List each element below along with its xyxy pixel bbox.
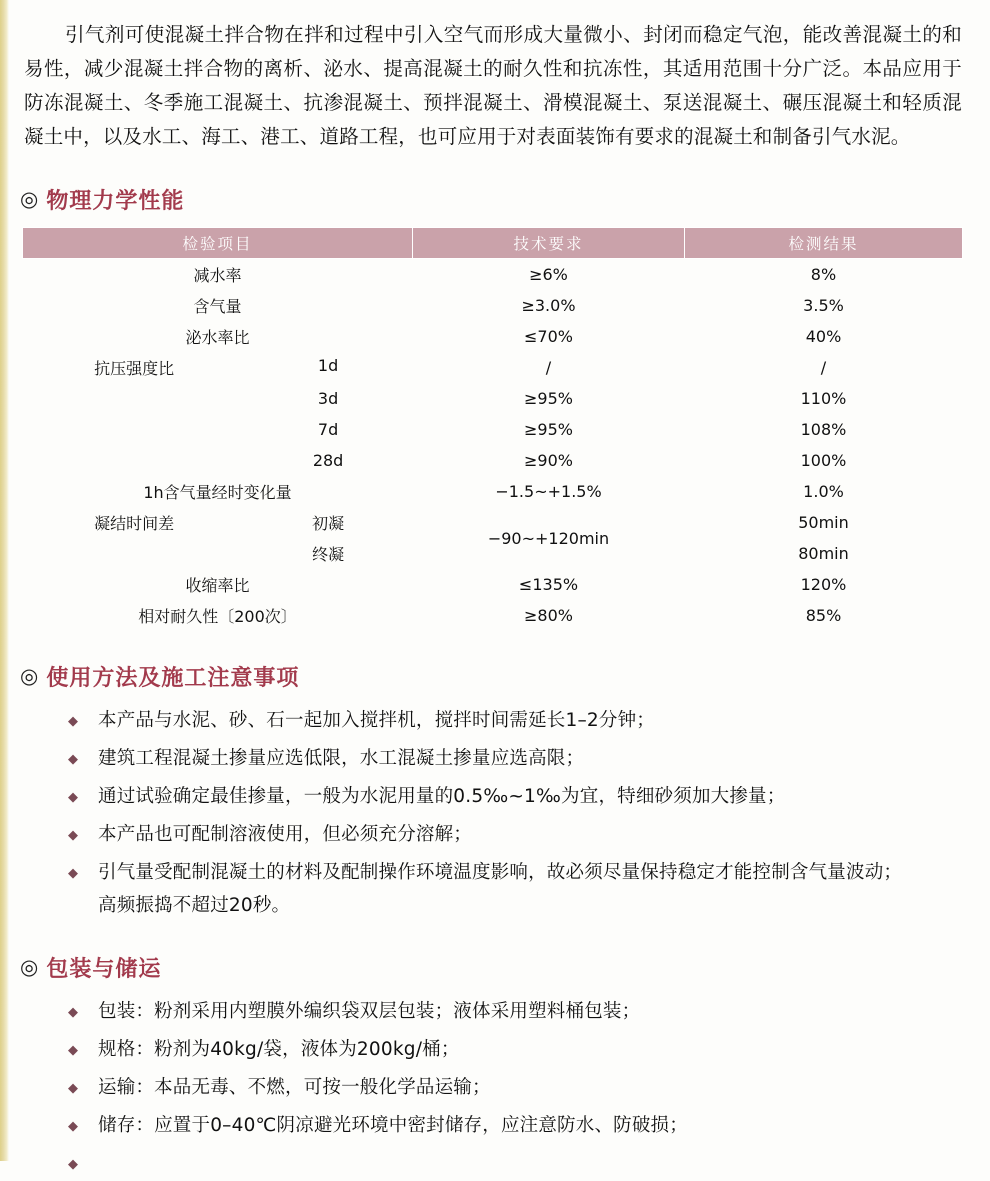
scan-edge [0,0,9,1161]
section-title-physical: 物理力学性能 [46,189,185,214]
cell-result: 110% [800,389,847,408]
table-row [23,290,963,321]
cell-subitem: 7d [317,420,339,439]
table-header-item: 检验项目 [23,228,413,259]
diamond-bullet-icon: ◆ [68,828,79,843]
cell-requirement-setting: −90~+120min [487,528,610,548]
list-item-text-line2: 高频振捣不超过20秒。 [98,895,291,916]
cell-result: 1.0% [803,482,844,501]
table-row [23,445,963,476]
cell-subitem: 28d [312,451,344,470]
cell-requirement: / [545,358,552,377]
list-item-text: 规格：粉剂为40kg/袋，液体为200kg/桶； [98,1039,460,1060]
cell-requirement: ≥3.0% [521,296,576,315]
cell-item: 1h含气量经时变化量 [143,483,292,502]
intro-paragraph: 引气剂可使混凝土拌合物在拌和过程中引入空气而形成大量微小、封闭而稳定气泡，能改善混凝土的和易性，减少混凝土拌合物的离析、泌水、提高混凝土的耐久性和抗冻性，其适用范围十分广泛。本品应用于防冻混凝土、冬季施工混凝土、抗渗混凝土、预拌混凝土、滑模混凝土、泵送混凝土、碾压混凝土和轻质混凝土中，以及水工、海工、港工、道路工程，也可应用于对表面装饰有要求的混凝土和制备引气水泥。 [24,23,962,148]
table-row [23,476,963,507]
diamond-bullet-icon: ◆ [68,1081,79,1096]
cell-item-group-setting [23,507,413,538]
list-item [68,780,966,813]
list-item [68,742,966,775]
list-item [68,1033,966,1066]
section-title-packing: 包装与储运 [46,957,162,982]
cell-result: 120% [800,575,847,594]
list-item-text: 本产品与水泥、砂、石一起加入搅拌机，搅拌时间需延长1–2分钟； [98,710,655,731]
list-item-text: 建筑工程混凝土掺量应选低限，水工混凝土掺量应选高限； [98,748,585,769]
cell-group-label-empty [24,542,245,565]
section-heading-physical [20,184,966,215]
cell-result: 100% [800,451,847,470]
cell-result: 8% [810,265,837,284]
cell-result: 3.5% [803,296,844,315]
cell-item: 收缩率比 [185,576,250,595]
diamond-bullet-icon: ◆ [68,1043,79,1058]
list-item [68,995,966,1028]
cell-subitem: 1d [317,356,339,375]
list-item [68,856,966,922]
list-item-text: 包装：粉剂采用内塑膜外编织袋双层包装；液体采用塑料桶包装； [98,1001,641,1022]
list-item [68,704,966,737]
cell-requirement: ≥80% [524,606,573,625]
cell-group-label-strength-repeat [24,420,245,439]
cell-requirement: ≥95% [524,389,573,408]
list-item-text: 运输：本品无毒、不燃，可按一般化学品运输； [98,1077,491,1098]
table-header-result: 检测结果 [685,228,963,259]
list-item-text: 引气量受配制混凝土的材料及配制操作环境温度影响，故必须尽量保持稳定才能控制含气量波动； [98,862,903,883]
bottom-spacer [18,1147,966,1161]
cell-subitem: 3d [317,389,339,408]
list-item-text: 本产品也可配制溶液使用，但必须充分溶解； [98,824,473,845]
diamond-bullet-icon: ◆ [68,714,79,729]
table-row [23,383,963,414]
cell-group-label-empty [24,389,245,408]
cell-subitem: 初凝 [312,514,345,533]
diamond-bullet-icon: ◆ [68,1005,79,1020]
list-item-text: 储存：应置于0–40℃阴凉避光环境中密封储存，应注意防水、防破损； [98,1115,688,1136]
section-heading-usage [20,661,966,692]
circle-marker-icon: ◎ [20,664,39,688]
cell-item [23,538,413,569]
diamond-bullet-icon: ◆ [68,1157,79,1172]
table-row [23,321,963,352]
circle-marker-icon: ◎ [20,187,39,211]
list-item [68,818,966,851]
diamond-bullet-icon: ◆ [68,866,79,881]
cell-requirement: ≥95% [524,420,573,439]
cell-item: 泌水率比 [185,328,250,347]
cell-result: 108% [800,420,847,439]
cell-item [23,414,413,445]
section-heading-packing [20,952,966,983]
spec-table [22,227,963,631]
table-header-row [23,228,963,259]
table-row [23,259,963,291]
table-row [23,569,963,600]
list-item [68,1071,966,1104]
table-row [23,414,963,445]
cell-item: 相对耐久性〔200次〕 [138,607,297,626]
table-header-requirement: 技术要求 [413,228,685,259]
usage-list [18,704,966,922]
cell-result: 50min [798,513,849,532]
table-row [23,352,963,383]
cell-result: 80min [798,544,849,563]
cell-requirement: ≤135% [518,575,579,594]
packing-list [18,995,966,1172]
cell-requirement: ≤70% [524,327,573,346]
diamond-bullet-icon: ◆ [68,752,79,767]
cell-item: 含气量 [193,297,242,316]
list-item-text: 通过试验确定最佳掺量，一般为水泥用量的0.5‰~1‰为宜，特细砂须加大掺量； [98,786,786,807]
cell-item [23,383,413,414]
circle-marker-icon: ◎ [20,955,39,979]
cell-item [23,445,413,476]
cell-group-label-empty [24,451,245,470]
cell-requirement: −1.5~+1.5% [495,482,602,501]
cell-item-group-strength [23,352,413,383]
cell-item: 减水率 [193,266,242,285]
cell-requirement: ≥90% [524,451,573,470]
cell-result: / [820,358,827,377]
cell-result: 40% [805,327,842,346]
list-item [68,1109,966,1142]
table-row [23,507,963,538]
section-title-usage: 使用方法及施工注意事项 [46,666,300,691]
diamond-bullet-icon: ◆ [68,790,79,805]
cell-group-label: 凝结时间差 [94,514,175,533]
cell-group-label: 抗压强度比 [94,359,175,378]
cell-requirement: ≥6% [529,265,568,284]
diamond-bullet-icon: ◆ [68,1119,79,1134]
cell-result: 85% [805,606,842,625]
cell-subitem: 终凝 [312,545,345,564]
table-row [23,600,963,631]
